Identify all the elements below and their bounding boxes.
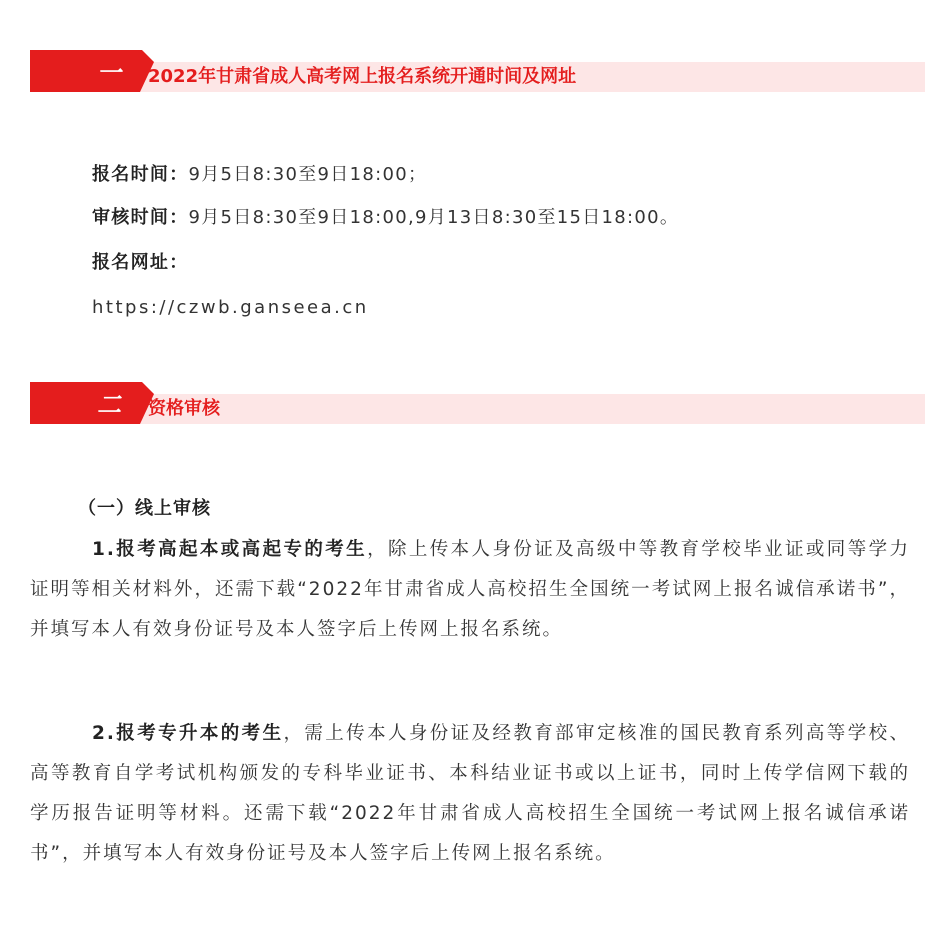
paragraph-1 (30, 530, 910, 650)
register-time-label: 报名时间： (92, 164, 189, 185)
paragraph-2-lead: 2.报考专升本的考生 (92, 723, 284, 744)
review-time-label: 审核时间： (92, 207, 189, 228)
section-2-title-band (140, 394, 925, 424)
paragraph-1-lead: 1.报考高起本或高起专的考生 (92, 539, 368, 560)
online-review-subhead: （一）线上审核 (78, 498, 211, 519)
section-1-header (30, 50, 925, 92)
register-url-link[interactable]: https://czwb.ganseea.cn (92, 297, 369, 318)
section-1-number: 一 (97, 59, 119, 87)
review-time-line (92, 203, 679, 229)
section-2-header (30, 382, 925, 424)
section-2-number: 二 (97, 391, 119, 419)
section-2-title: 资格审核 (148, 398, 220, 419)
register-time-value: 9月5日8:30至9日18:00； (188, 164, 428, 185)
register-url-line (92, 248, 189, 274)
section-1-title: 2022年甘肃省成人高考网上报名系统开通时间及网址 (148, 66, 577, 87)
review-time-value: 9月5日8:30至9日18:00,9月13日8:30至15日18:00。 (188, 207, 680, 228)
paragraph-2 (30, 714, 910, 874)
register-url-label: 报名网址： (92, 252, 189, 273)
paragraph-1-body: ，除上传本人身份证及高级中等教育学校毕业证或同等学力证明等相关材料外，还需下载“2022年甘肃省成人高校招生全国统一考试网上报名诚信承诺书”，并填写本人有效身份证号及本人签字后上传网上报名系统。 (30, 539, 910, 640)
register-time-line (92, 160, 427, 186)
paragraph-2-body: ，需上传本人身份证及经教育部审定核准的国民教育系列高等学校、高等教育自学考试机构颁发的专科毕业证书、本科结业证书或以上证书，同时上传学信网下载的学历报告证明等材料。还需下载“2022年甘肃省成人高校招生全国统一考试网上报名诚信承诺书”，并填写本人有效身份证号及本人签字后上传网上报名系统。 (30, 723, 910, 864)
